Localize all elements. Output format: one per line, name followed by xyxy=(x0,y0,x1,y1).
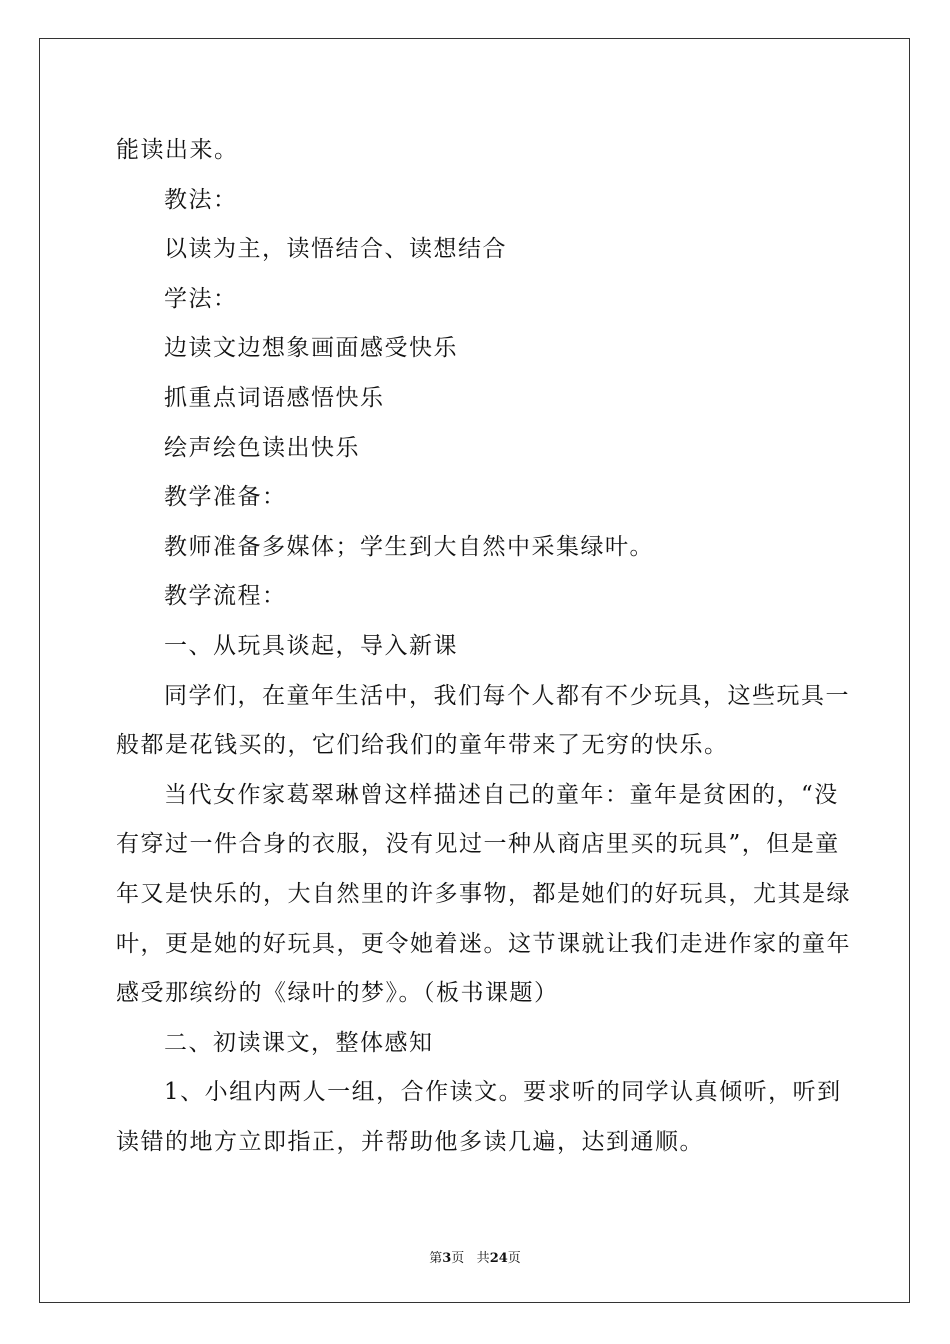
total-suffix: 页 xyxy=(507,1251,521,1266)
page-footer xyxy=(0,1247,950,1266)
text-line: 学法： xyxy=(164,285,238,312)
text-line: 二、初读课文，整体感知 xyxy=(164,1029,434,1056)
text-line: 同学们，在童年生活中，我们每个人都有不少玩具，这些玩具一 xyxy=(164,682,850,709)
text-line: 般都是花钱买的，它们给我们的童年带来了无穷的快乐。 xyxy=(116,732,729,759)
total-prefix: 共 xyxy=(476,1251,490,1266)
text-line: 教师准备多媒体；学生到大自然中采集绿叶。 xyxy=(164,533,654,560)
text-line: 感受那缤纷的《绿叶的梦》。（板书课题） xyxy=(116,980,559,1007)
total-pages: 24 xyxy=(489,1251,508,1266)
text-line: 1、小组内两人一组，合作读文。要求听的同学认真倾听，听到 xyxy=(164,1079,842,1106)
page-prefix: 第 xyxy=(429,1251,443,1266)
text-line: 能读出来。 xyxy=(116,137,239,163)
text-line: 以读为主，读悟结合、读想结合 xyxy=(164,236,507,263)
page-number: 3 xyxy=(442,1251,452,1266)
text-line: 抓重点词语感悟快乐 xyxy=(164,384,385,411)
text-line: 读错的地方立即指正，并帮助他多读几遍，达到通顺。 xyxy=(116,1128,704,1155)
text-line: 边读文边想象画面感受快乐 xyxy=(164,335,458,362)
text-line: 有穿过一件合身的衣服，没有见过一种从商店里买的玩具”，但是童 xyxy=(116,831,840,858)
text-line: 年又是快乐的，大自然里的许多事物，都是她们的好玩具，尤其是绿 xyxy=(116,880,851,907)
text-line: 当代女作家葛翠琳曾这样描述自己的童年：童年是贫困的，“没 xyxy=(164,781,839,808)
document-body xyxy=(116,126,851,1167)
text-line: 教法： xyxy=(164,186,238,213)
text-line: 叶，更是她的好玩具，更令她着迷。这节课就让我们走进作家的童年 xyxy=(116,930,851,957)
text-line: 教学准备： xyxy=(164,484,287,511)
text-line: 教学流程： xyxy=(164,583,287,610)
text-line: 一、从玩具谈起，导入新课 xyxy=(164,632,458,659)
text-line: 绘声绘色读出快乐 xyxy=(164,434,360,461)
page-suffix: 页 xyxy=(451,1251,465,1266)
